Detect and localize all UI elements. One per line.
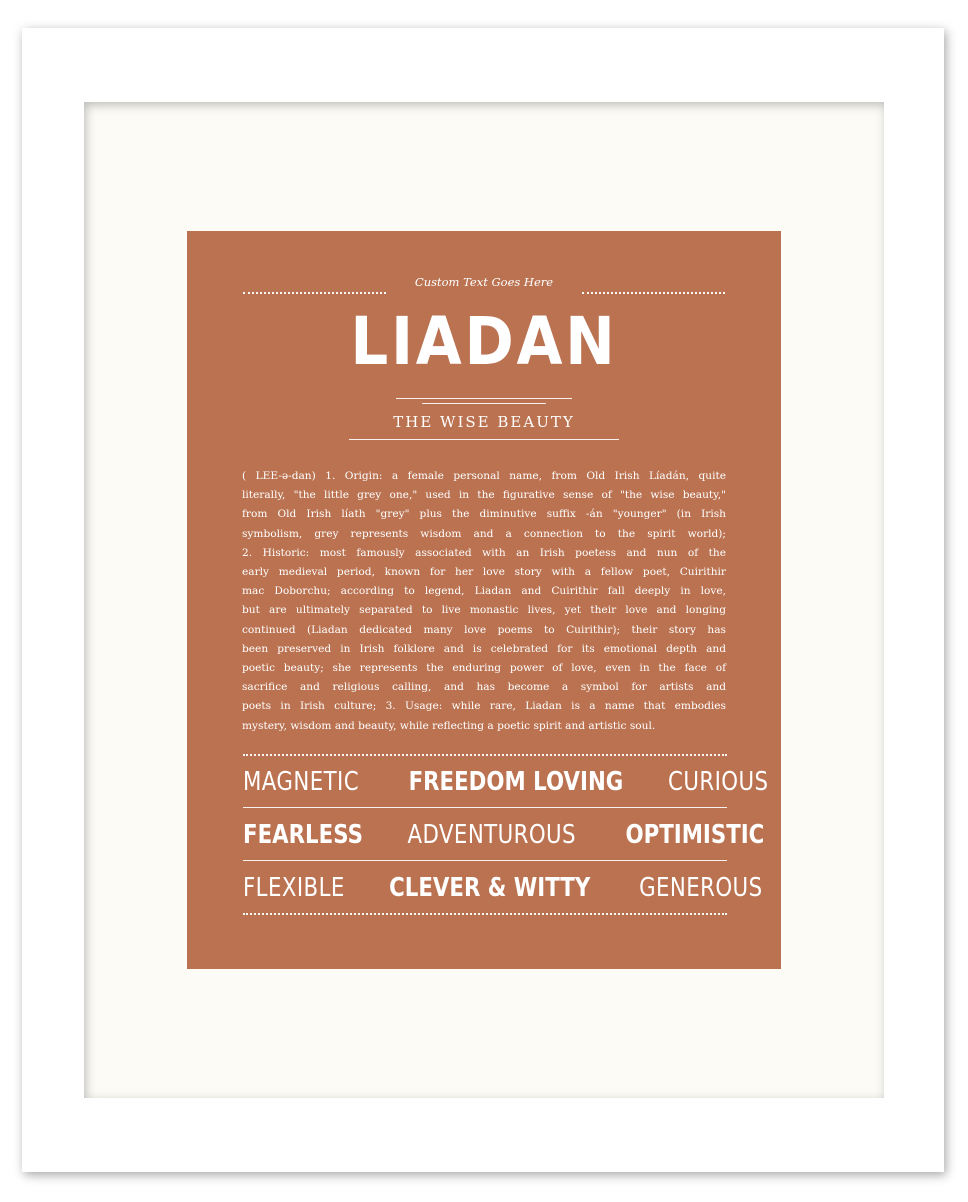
definition-line: sacrifice and religious calling, and has become a symbol for artists and (242, 681, 726, 694)
custom-text: Custom Text Goes Here (414, 275, 554, 289)
trait: FEARLESS (243, 820, 363, 850)
trait: ADVENTUROUS (407, 820, 577, 850)
traits-row-3 (243, 868, 763, 908)
definition-line: but are ultimately separated to live monastic lives, yet their love and longing (242, 604, 726, 617)
definition-line: mac Doborchu; according to legend, Liadan and Cuirithir fall deeply in love, (242, 585, 726, 598)
rule-under-meaning (349, 439, 619, 440)
picture-frame (22, 28, 944, 1172)
definition-line: literally, "the little grey one," used in the figurative sense of "the wise beauty," (242, 489, 726, 502)
dotted-divider-top-right (582, 292, 725, 294)
definition-line: early medieval period, known for her love story with a fellow poet, Cuirithir (242, 566, 726, 579)
definition-line: mystery, wisdom and beauty, while reflecting a poetic spirit and artistic soul. (242, 719, 656, 732)
frame-mat (84, 102, 884, 1098)
trait: FREEDOM LOVING (408, 767, 623, 797)
traits-row-1 (243, 762, 769, 802)
traits-divider (243, 807, 727, 808)
name-print (187, 231, 781, 969)
trait: CLEVER & WITTY (389, 873, 591, 903)
dotted-divider-top-left (243, 292, 386, 294)
dotted-divider-traits-top (243, 754, 727, 756)
definition-line: 2. Historic: most famously associated with an Irish poetess and nun of the (242, 546, 726, 559)
trait: OPTIMISTIC (625, 820, 765, 850)
rule-under-name-short (422, 403, 546, 404)
trait: MAGNETIC (243, 767, 360, 797)
definition-line: poets in Irish culture; 3. Usage: while rare, Liadan is a name that embodies (242, 700, 726, 713)
definition-line: ( LEE-ə-dan) 1. Origin: a female personal name, from Old Irish Líadán, quite (242, 470, 726, 482)
trait: CURIOUS (668, 767, 769, 797)
trait: FLEXIBLE (243, 873, 345, 903)
name-definition (242, 467, 726, 736)
definition-line: symbolism, grey represents wisdom and a connection to the spirit world); (242, 527, 726, 540)
rule-under-name (396, 398, 572, 399)
definition-line: from Old Irish líath "grey" plus the diminutive suffix -án "younger" (in Irish (242, 508, 726, 521)
dotted-divider-traits-bottom (243, 913, 727, 915)
traits-row-2 (243, 815, 765, 855)
traits-divider (243, 860, 727, 861)
trait: GENEROUS (639, 873, 763, 903)
definition-line: poetic beauty; she represents the enduring power of love, even in the face of (242, 662, 726, 675)
name-title: LIADAN (350, 303, 618, 380)
definition-line: been preserved in Irish folklore and is celebrated for its emotional depth and (242, 642, 726, 655)
definition-line: continued (Liadan dedicated many love poems to Cuirithir); their story has (242, 623, 726, 636)
name-meaning: THE WISE BEAUTY (393, 413, 575, 431)
